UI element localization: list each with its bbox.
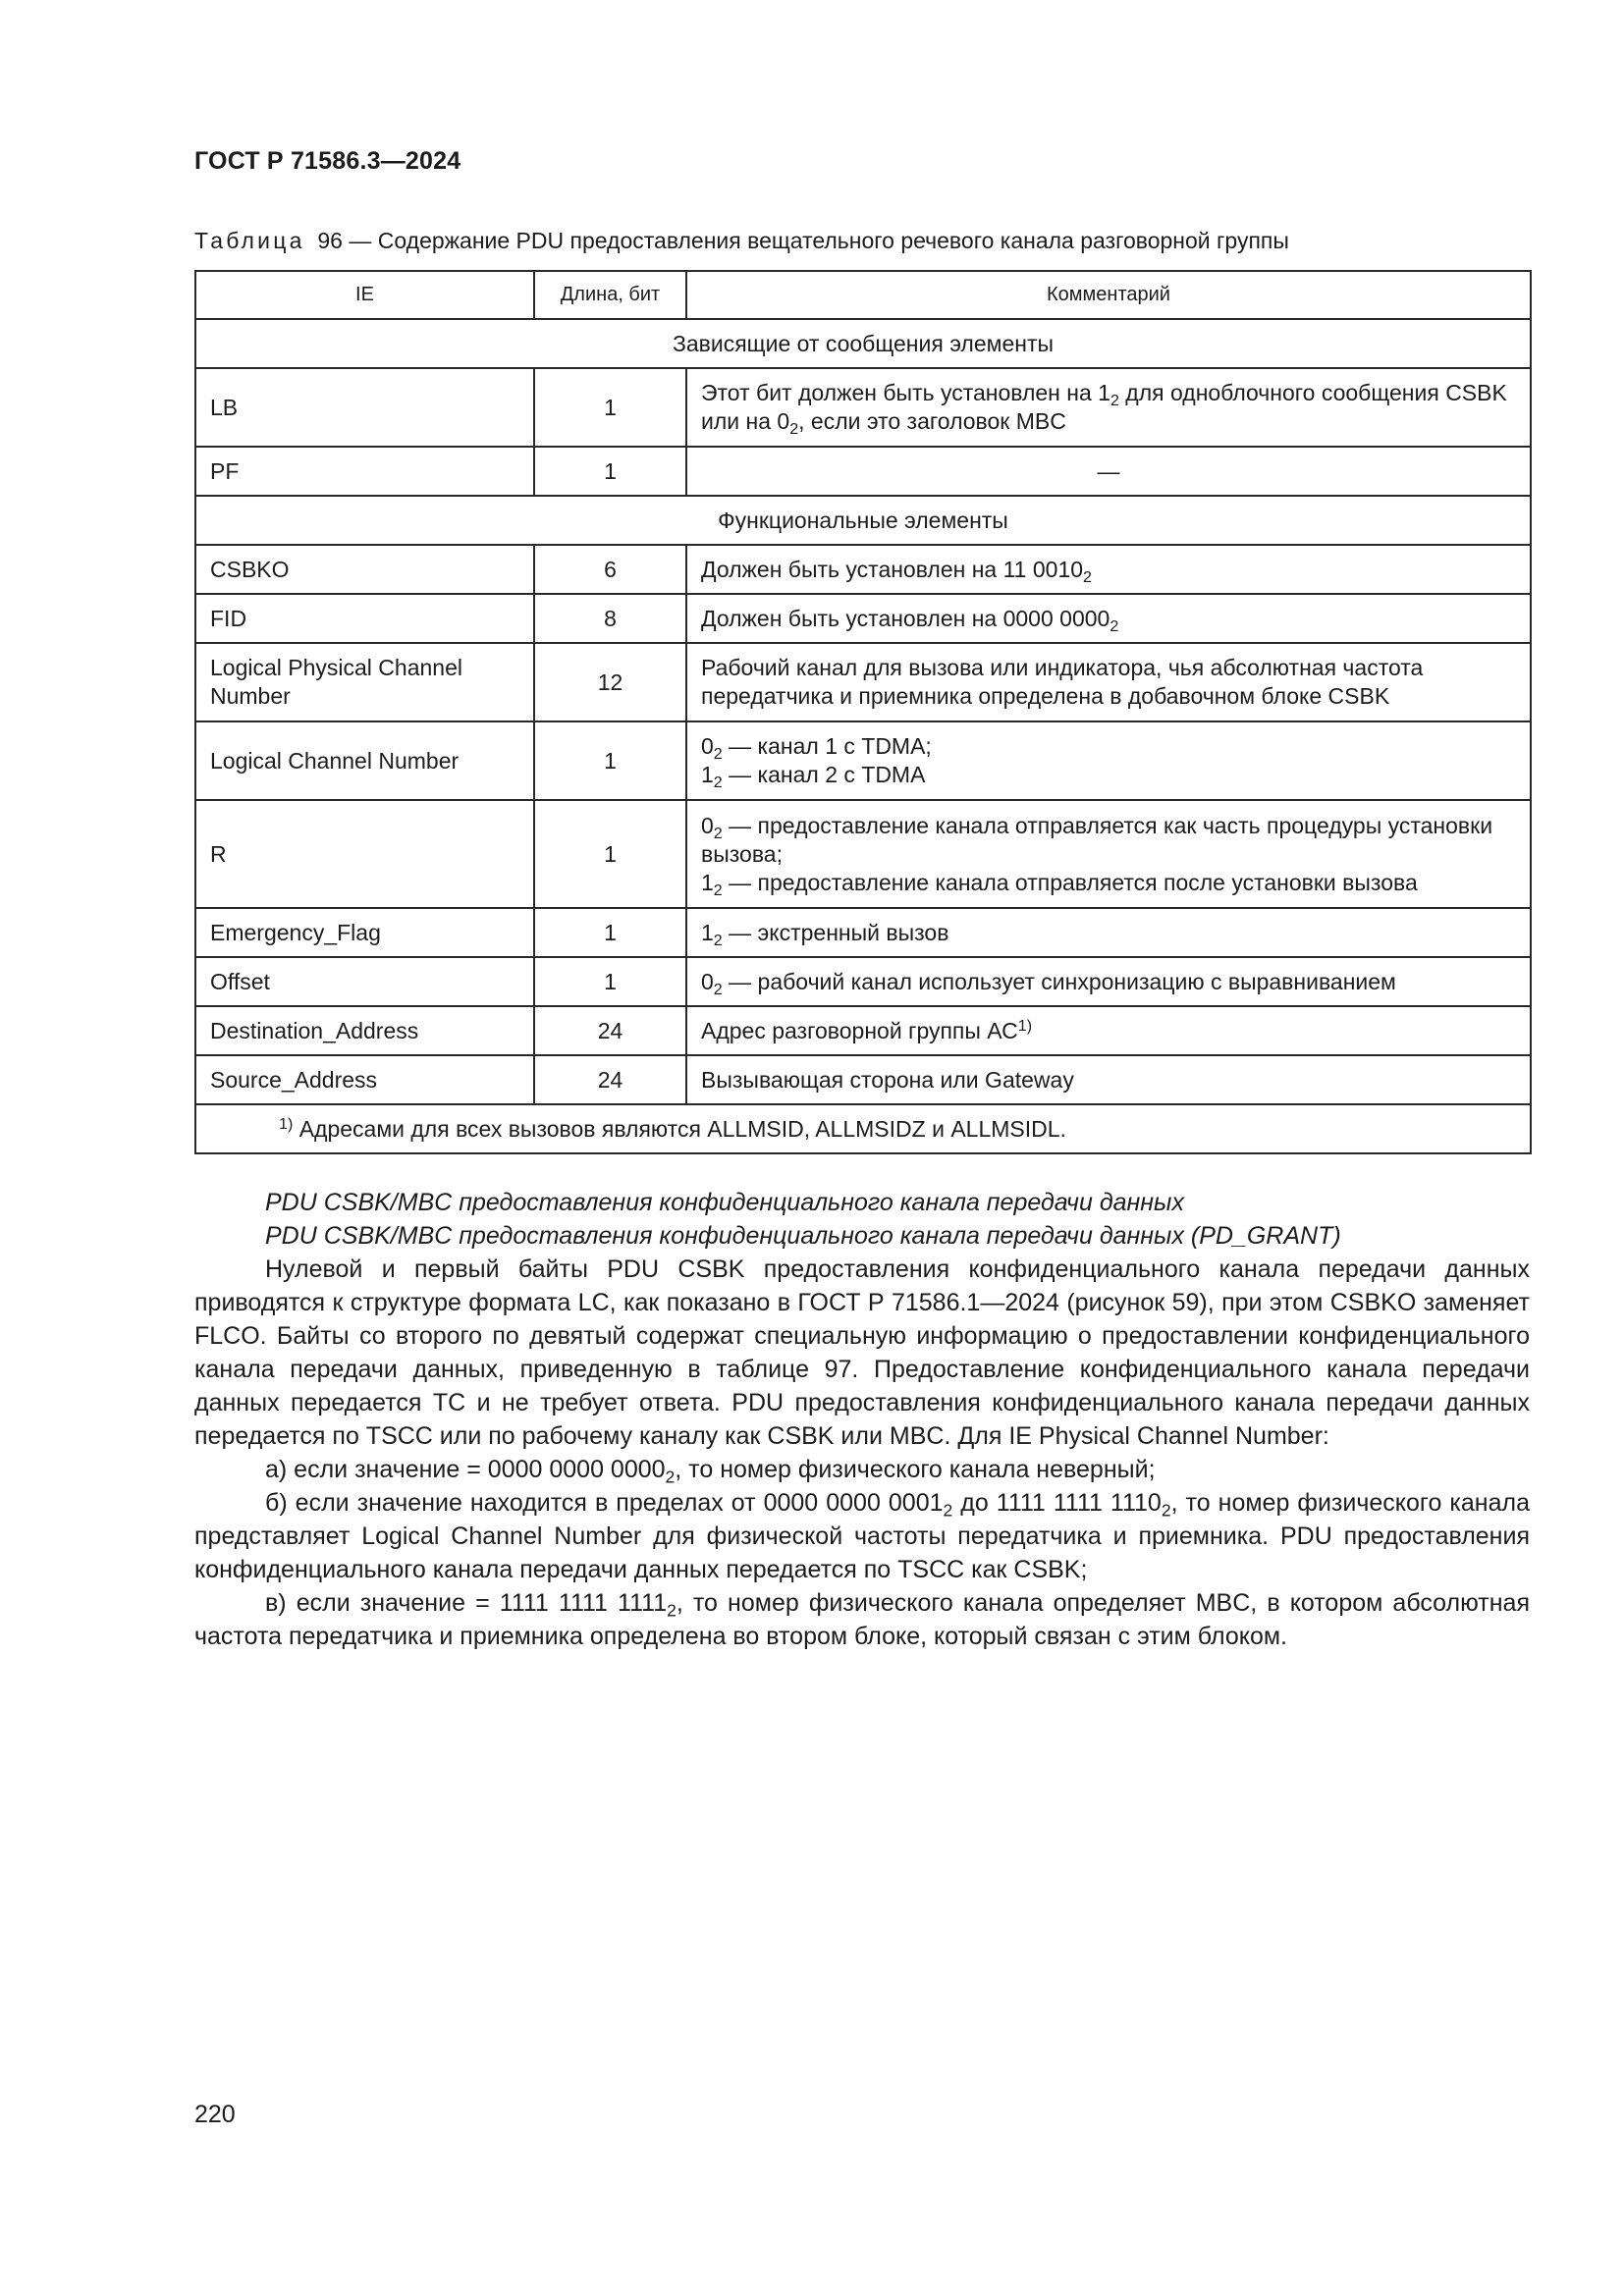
table-row (195, 545, 1531, 594)
comment-text: 1 (701, 869, 714, 895)
cell-ie: PF (195, 447, 534, 496)
cell-length: 1 (534, 721, 686, 800)
subscript: 2 (1110, 391, 1119, 409)
list-text: , то номер физического канала определяет MBC, в котором абсолютная частота передатчика и приемника определена во втором блоке, который связан с этим блоком. (194, 1589, 1530, 1650)
cell-comment (686, 545, 1531, 594)
document-header: ГОСТ Р 71586.3—2024 (194, 147, 461, 175)
subscript: 2 (713, 773, 723, 791)
table-row (195, 594, 1531, 643)
cell-length: 1 (534, 447, 686, 496)
subscript: 2 (943, 1500, 953, 1521)
column-header-comment: Комментарий (686, 271, 1531, 319)
cell-length: 6 (534, 545, 686, 594)
comment-text: — экстренный вызов (722, 919, 949, 945)
comment-text: — рабочий канал использует синхронизацию с выравниванием (722, 968, 1396, 994)
subscript: 2 (789, 419, 799, 438)
table-row (195, 368, 1531, 447)
table-row (195, 447, 1531, 496)
comment-line (701, 732, 1516, 761)
comment-text: — канал 2 с TDMA (722, 762, 926, 787)
section-functional: Функциональные элементы (195, 496, 1531, 545)
table-caption-label: Таблица (194, 228, 305, 253)
table-row (195, 908, 1531, 957)
table-footnote (195, 1104, 1531, 1153)
comment-line (701, 761, 1516, 789)
table-row (195, 1055, 1531, 1104)
cell-length: 1 (534, 957, 686, 1006)
table-section-row (195, 319, 1531, 368)
comment-text: 0 (701, 733, 714, 759)
comment-text: , если это заголовок MBC (798, 408, 1066, 434)
paragraph: Нулевой и первый байты PDU CSBK предоставления конфиденциального канала передачи данных приводятся к структуре формата LC, как показано в ГОСТ Р 71586.1—2024 (рисунок 59), при этом CSBKO заменяет FLCO. Байты со второго по девятый содержат специальную информацию о предоставлении конфиденциального канала передачи данных, приведенную в таблице 97. Предоставление конфиденциального канала передачи данных передается ТС и не требует ответа. PDU предоставления конфиденциального канала передачи данных передается по TSCC или по рабочему каналу как CSBK или MBC. Для IE Physical Channel Number: (194, 1255, 1530, 1450)
cell-comment: Рабочий канал для вызова или индикатора, чья абсолютная частота передатчика и приемника определена в добавочном блоке CSBK (686, 643, 1531, 721)
list-text: , то номер физического канала неверный; (675, 1456, 1156, 1483)
column-header-length: Длина, бит (534, 271, 686, 319)
table-footnote-row (195, 1104, 1531, 1153)
comment-text: — канал 1 с TDMA; (722, 733, 932, 759)
cell-ie: Emergency_Flag (195, 908, 534, 957)
comment-text: 0 (701, 812, 714, 838)
comment-line (701, 812, 1516, 869)
cell-ie: R (195, 800, 534, 908)
list-item-b (194, 1486, 1530, 1586)
cell-length: 1 (534, 800, 686, 908)
cell-ie: CSBKO (195, 545, 534, 594)
table-row (195, 643, 1531, 721)
cell-comment (686, 1006, 1531, 1055)
section-subheading: PDU CSBK/MBC предоставления конфиденциального канала передачи данных (PD_GRANT) (265, 1222, 1341, 1250)
cell-ie: Offset (195, 957, 534, 1006)
subscript: 2 (713, 881, 723, 899)
cell-ie: FID (195, 594, 534, 643)
cell-ie: Source_Address (195, 1055, 534, 1104)
list-item-c (194, 1586, 1530, 1653)
page-number: 220 (194, 2101, 236, 2128)
cell-length: 1 (534, 368, 686, 447)
subscript: 2 (713, 744, 723, 763)
cell-length: 24 (534, 1055, 686, 1104)
comment-text: 1 (701, 919, 714, 945)
comment-text: Должен быть установлен на 11 0010 (701, 556, 1084, 582)
cell-length: 24 (534, 1006, 686, 1055)
table-section-row (195, 496, 1531, 545)
section-message-dependent: Зависящие от сообщения элементы (195, 319, 1531, 368)
cell-comment (686, 800, 1531, 908)
comment-text: для одноблочного сообщения CSBK или на 0 (701, 380, 1507, 434)
list-text: до 1111 1111 1110 (952, 1489, 1162, 1517)
cell-comment: — (686, 447, 1531, 496)
footnote-mark: 1) (279, 1114, 294, 1133)
table-row (195, 721, 1531, 800)
subscript: 2 (713, 824, 723, 842)
table-header-row (195, 271, 1531, 319)
subscript: 2 (667, 1600, 677, 1621)
list-text: б) если значение находится в пределах от 0000 0000 0001 (265, 1489, 944, 1517)
table-caption (194, 228, 1530, 254)
table-row (195, 1006, 1531, 1055)
subscript: 2 (713, 931, 723, 949)
comment-text: 0 (701, 968, 714, 994)
comment-text: Должен быть установлен на 0000 0000 (701, 605, 1110, 631)
pdu-content-table (194, 270, 1532, 1154)
table-row (195, 957, 1531, 1006)
column-header-ie: IE (195, 271, 534, 319)
comment-text: Адрес разговорной группы АС (701, 1017, 1018, 1043)
body-text (194, 1186, 1530, 1653)
subscript: 2 (665, 1467, 676, 1487)
comment-text: — предоставление канала отправляется как часть процедуры установки вызова; (701, 812, 1493, 867)
comment-text: — предоставление канала отправляется после установки вызова (722, 869, 1418, 895)
cell-comment (686, 721, 1531, 800)
list-text: , то номер физического канала представляет Logical Channel Number для физической частоты передатчика и приемника. PDU предоставления конфиденциального канала передачи данных передается по TSCC как CSBK; (194, 1489, 1530, 1583)
cell-comment: Вызывающая сторона или Gateway (686, 1055, 1531, 1104)
cell-comment (686, 594, 1531, 643)
footnote-ref: 1) (1017, 1016, 1033, 1035)
cell-ie: Destination_Address (195, 1006, 534, 1055)
section-heading: PDU CSBK/MBC предоставления конфиденциального канала передачи данных (265, 1189, 1184, 1216)
list-text: а) если значение = 0000 0000 0000 (265, 1456, 666, 1483)
cell-comment (686, 908, 1531, 957)
cell-comment (686, 957, 1531, 1006)
comment-text: 1 (701, 762, 714, 787)
table-caption-text: — Содержание PDU предоставления вещательного речевого канала разговорной группы (342, 228, 1289, 253)
comment-text: Этот бит должен быть установлен на 1 (701, 380, 1110, 405)
cell-ie: Logical Channel Number (195, 721, 534, 800)
cell-length: 8 (534, 594, 686, 643)
cell-length: 1 (534, 908, 686, 957)
subscript: 2 (1083, 567, 1092, 586)
subscript: 2 (713, 980, 723, 998)
cell-length: 12 (534, 643, 686, 721)
footnote-text: Адресами для всех вызовов являются ALLMSID, ALLMSIDZ и ALLMSIDL. (293, 1115, 1066, 1142)
cell-comment (686, 368, 1531, 447)
list-item-a (194, 1453, 1530, 1486)
table-caption-number: 96 (317, 228, 343, 253)
table-row (195, 800, 1531, 908)
subscript: 2 (1110, 616, 1119, 635)
list-text: в) если значение = 1111 1111 1111 (265, 1589, 668, 1617)
cell-ie: LB (195, 368, 534, 447)
cell-ie: Logical Physical Channel Number (195, 643, 534, 721)
subscript: 2 (1161, 1500, 1171, 1521)
comment-line (701, 869, 1516, 897)
